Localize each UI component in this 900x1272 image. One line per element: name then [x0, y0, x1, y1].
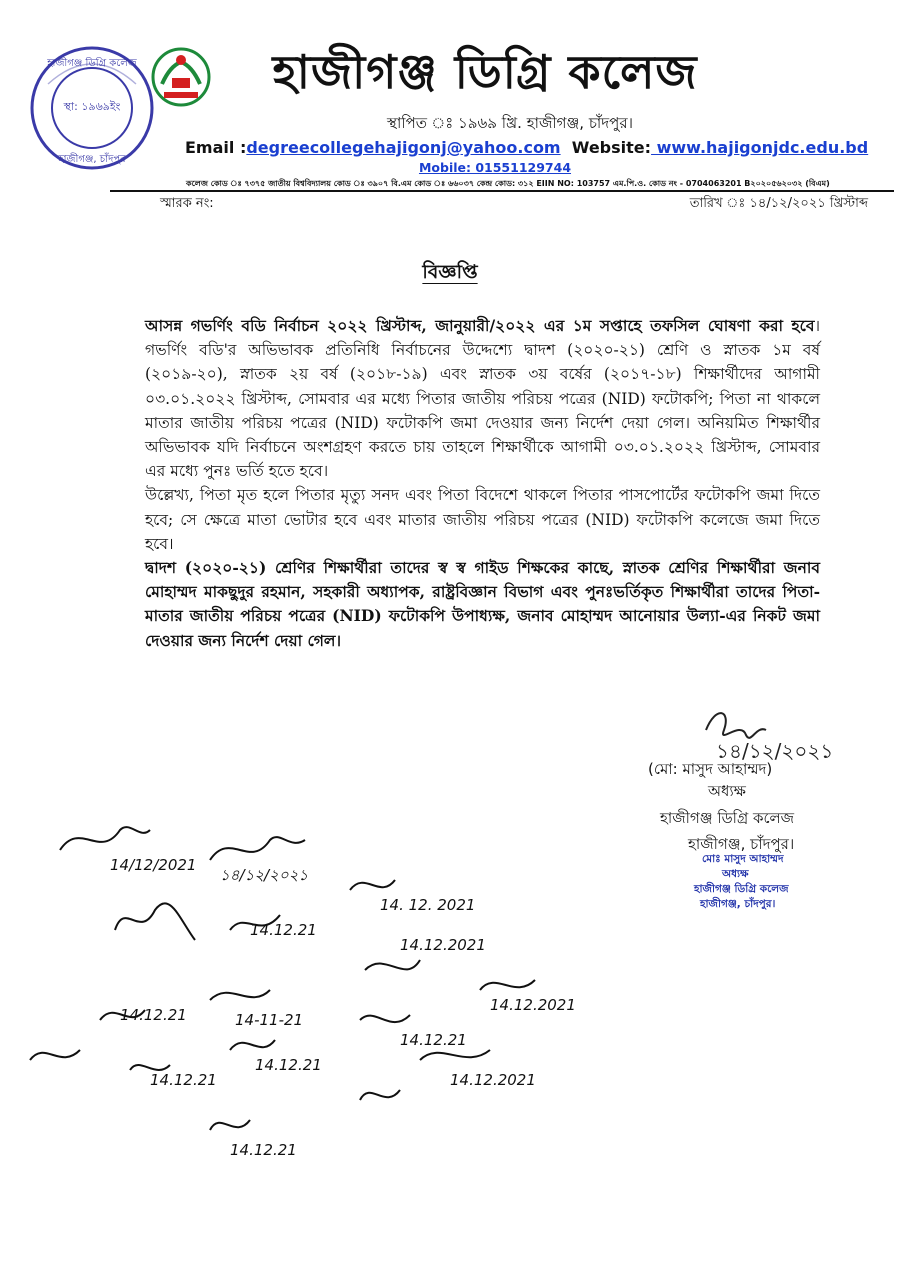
notice-paragraph-2: উল্লেখ্য, পিতা মৃত হলে পিতার মৃত্যু সনদ এবং পিতা বিদেশে থাকলে পিতার পাসপোর্টের ফটোকপি জমা দিতে হবে; সে ক্ষেত্রে মাতা ভোটার হবে এবং মাতার জাতীয় পরিচয় পত্রের (NID) ফটোকপি কলেজে জমা দিতে হবে।	[145, 486, 820, 553]
handwritten-date: 14.12.21	[400, 1031, 467, 1049]
handwritten-date: 14.12.21	[120, 1006, 187, 1024]
principal-place: হাজীগঞ্জ, চাঁদপুর।	[688, 835, 795, 853]
document-date: তারিখ ঃ ১৪/১২/২০২১ খ্রিস্টাব্দ	[689, 196, 868, 211]
email-label: Email :	[185, 138, 247, 157]
contact-line	[185, 138, 868, 157]
principal-seal	[660, 852, 860, 912]
website-link[interactable]: www.hajigonjdc.edu.bd	[651, 138, 869, 157]
handwritten-date: 14.12.21	[150, 1071, 217, 1089]
principal-name: (মো: মাসুদ আহাম্মদ)	[648, 760, 773, 778]
election-announcement: আসন্ন গভর্ণিং বডি নির্বাচন ২০২২ খ্রিস্টাব্দ, জানুয়ারী/২০২২ এর ১ম সপ্তাহে তফসিল ঘোষণা করা হবে	[145, 316, 815, 335]
notice-body	[145, 314, 820, 653]
handwritten-date: 14. 12. 2021	[380, 896, 476, 914]
founded-line: স্থাপিত ঃ ১৯৬৯ খ্রি. হাজীগঞ্জ, চাঁদপুর।	[387, 114, 633, 132]
handwritten-date: 14.12.2021	[400, 936, 486, 954]
guardian-signatures	[20, 800, 640, 1180]
handwritten-date: 14/12/2021	[110, 856, 197, 874]
mobile-number: Mobile: 01551129744	[418, 160, 572, 175]
college-name: হাজীগঞ্জ ডিগ্রি কলেজ	[272, 45, 698, 99]
notice-paragraph-3	[145, 556, 820, 653]
handwritten-date: 14.12.21	[230, 1141, 297, 1159]
seal-line: হাজীগঞ্জ ডিগ্রি কলেজ	[694, 883, 789, 895]
website-label: Website:	[571, 138, 652, 157]
paragraph-1-text: । গভর্ণিং বডি'র অভিভাবক প্রতিনিধি নির্বাচনের উদ্দেশ্যে দ্বাদশ (২০২০-২১) শ্রেণি ও স্নাতক ১ম বর্ষ (২০১৯-২০), স্নাতক ২য় বর্ষ (২০১৮-১৯) এবং স্নাতক ৩য় বর্ষের (২০১৭-১৮) শিক্ষার্থীদের আগামী ০৩.০১.২০২২ খ্রিস্টাব্দ, সোমবার এর মধ্যে পিতার জাতীয় পরিচয় পত্রের (NID) ফটোকপি; পিতা না থাকলে মাতার জাতীয় পরিচয় পত্রের (NID) ফটোকপি জমা দেওয়ার জন্য নির্দেশ দেয়া গেল। অনিয়মিত শিক্ষার্থীর অভিভাবক যদি নির্বাচনে অংশগ্রহণ করতে চায় তাহলে শিক্ষার্থীকে আগামী ০৩.০১.২০২২ খ্রিস্টাব্দ, সোমবার এর মধ্যে পুনঃ ভর্তি হতে হবে।	[145, 317, 820, 481]
memo-number-label: স্মারক নং:	[160, 196, 214, 211]
stamp-top-text: হাজীগঞ্জ ডিগ্রি কলেজ	[47, 58, 137, 69]
principal-college: হাজীগঞ্জ ডিগ্রি কলেজ	[660, 809, 795, 827]
seal-line: হাজীগঞ্জ, চাঁদপুর।	[700, 898, 776, 910]
handwritten-date: 14.12.2021	[490, 996, 576, 1014]
stamp-bottom-text: হাজীগঞ্জ, চাঁদপুর	[58, 154, 126, 165]
principal-sign-date: ১৪/১২/২০২১	[716, 739, 834, 763]
institution-codes: কলেজ কোড ঃ ৭৩৭৫ জাতীয় বিশ্ববিদ্যালয় কোড ঃ ৩৯০৭ বি.এম কোড ঃ ৬৬০৩৭ কেন্দ্র কোড: ৩১২ EIIN NO: 103757 এম.পি.ও. কোড নং - 0704063201 B২০২০৫৬২০৩২ (বিএম)	[186, 179, 830, 188]
handwritten-date: 14-11-21	[235, 1011, 304, 1029]
header-divider	[110, 190, 894, 192]
handwritten-date: 14.12.2021	[450, 1071, 536, 1089]
handwritten-date: 14.12.21	[250, 921, 317, 939]
handwritten-date: 14.12.21	[255, 1056, 322, 1074]
email-link[interactable]: degreecollegehajigonj@yahoo.com	[246, 138, 561, 157]
seal-line: মোঃ মাসুদ আহাম্মদ	[702, 853, 784, 865]
submission-instructions: দ্বাদশ (২০২০-২১) শ্রেণির শিক্ষার্থীরা তাদের স্ব স্ব গাইড শিক্ষকের কাছে, স্নাতক শ্রেণির শিক্ষার্থীরা জনাব মোহাম্মদ মাকছুদুর রহমান, সহকারী অধ্যাপক, রাষ্ট্রবিজ্ঞান বিভাগ এবং পুনঃভর্তিকৃত শিক্ষার্থীরা তাদের পিতা-মাতার জাতীয় পরিচয় পত্রের (NID) ফটোকপি উপাধ্যক্ষ, জনাব মোহাম্মদ আনোয়ার উল্যা-এর নিকট জমা দেওয়ার জন্য নির্দেশ দেয়া গেল।	[145, 558, 820, 650]
notice-paragraph-1	[145, 314, 820, 483]
stamp-center-text: স্থা: ১৯৬৯ইং	[63, 100, 121, 113]
notice-heading: বিজ্ঞপ্তি	[422, 261, 478, 283]
seal-line: অধ্যক্ষ	[722, 868, 749, 880]
principal-role: অধ্যক্ষ	[708, 782, 746, 800]
handwritten-date: ১৪/১২/২০২১	[220, 866, 309, 884]
